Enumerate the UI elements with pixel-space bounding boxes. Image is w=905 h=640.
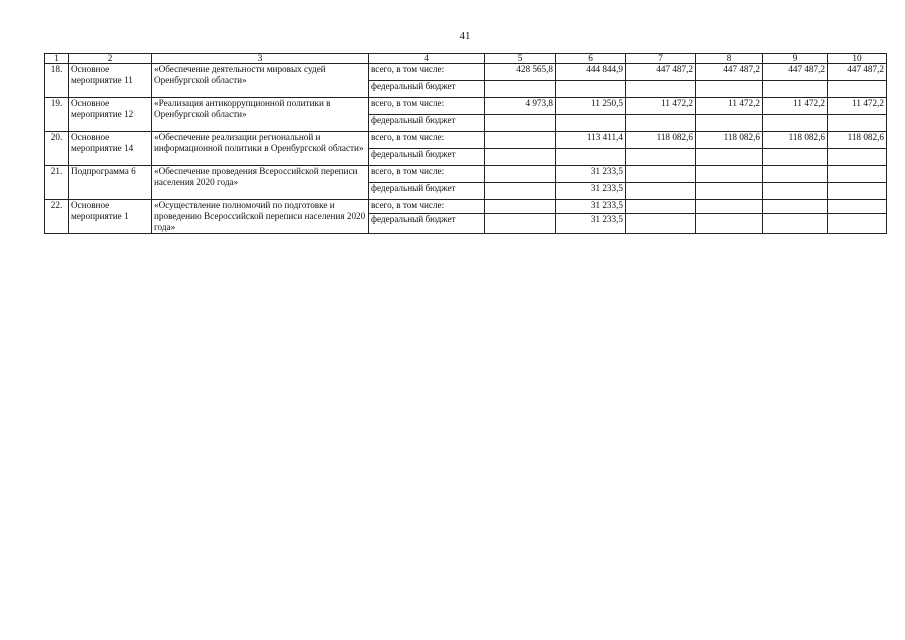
header-cell: 8: [696, 54, 763, 64]
table-row: [45, 200, 887, 214]
value-cell: [696, 115, 763, 132]
value-cell: [556, 149, 626, 166]
value-cell: 31 233,5: [556, 183, 626, 200]
value-cell: 31 233,5: [556, 166, 626, 183]
value-cell: [626, 166, 696, 183]
program-description: «Реализация антикоррупционной политики в Оренбургской области»: [152, 98, 369, 132]
program-name: Подпрограмма 6: [69, 166, 152, 200]
value-cell: 118 082,6: [696, 132, 763, 149]
value-cell: [626, 200, 696, 214]
header-cell: 9: [763, 54, 828, 64]
value-cell: [626, 183, 696, 200]
funding-source: федеральный бюджет: [369, 149, 485, 166]
program-name: Основное мероприятие 1: [69, 200, 152, 234]
row-number: 21.: [45, 166, 69, 200]
value-cell: [626, 115, 696, 132]
value-cell: 447 487,2: [828, 64, 887, 81]
value-cell: [763, 200, 828, 214]
value-cell: [626, 149, 696, 166]
value-cell: [696, 166, 763, 183]
value-cell: 31 233,5: [556, 200, 626, 214]
value-cell: [485, 132, 556, 149]
funding-source: федеральный бюджет: [369, 214, 485, 234]
funding-source: всего, в том числе:: [369, 64, 485, 81]
value-cell: [763, 81, 828, 98]
value-cell: 11 250,5: [556, 98, 626, 115]
value-cell: [763, 183, 828, 200]
value-cell: [696, 81, 763, 98]
value-cell: [828, 200, 887, 214]
value-cell: 118 082,6: [763, 132, 828, 149]
value-cell: 113 411,4: [556, 132, 626, 149]
value-cell: [485, 214, 556, 234]
program-name: Основное мероприятие 12: [69, 98, 152, 132]
row-number: 19.: [45, 98, 69, 132]
header-cell: 1: [45, 54, 69, 64]
value-cell: [485, 183, 556, 200]
value-cell: 444 844,9: [556, 64, 626, 81]
program-description: «Обеспечение деятельности мировых судей Оренбургской области»: [152, 64, 369, 98]
funding-source: всего, в том числе:: [369, 98, 485, 115]
value-cell: 31 233,5: [556, 214, 626, 234]
value-cell: 118 082,6: [828, 132, 887, 149]
value-cell: [828, 115, 887, 132]
header-cell: 3: [152, 54, 369, 64]
value-cell: [696, 214, 763, 234]
value-cell: 118 082,6: [626, 132, 696, 149]
value-cell: 11 472,2: [828, 98, 887, 115]
header-row: [45, 54, 887, 64]
value-cell: 11 472,2: [626, 98, 696, 115]
value-cell: [626, 214, 696, 234]
header-cell: 7: [626, 54, 696, 64]
value-cell: [485, 149, 556, 166]
value-cell: [485, 200, 556, 214]
page-number: 41: [459, 30, 471, 42]
program-description: «Осуществление полномочий по подготовке и проведению Всероссийской переписи населения 2020 года»: [152, 200, 369, 234]
table-row: [45, 132, 887, 149]
program-description: «Обеспечение реализации региональной и информационной политики в Оренбургской области»: [152, 132, 369, 166]
funding-source: федеральный бюджет: [369, 81, 485, 98]
table-row: [45, 166, 887, 183]
row-number: 22.: [45, 200, 69, 234]
value-cell: [696, 183, 763, 200]
funding-source: федеральный бюджет: [369, 183, 485, 200]
value-cell: 447 487,2: [626, 64, 696, 81]
value-cell: [556, 115, 626, 132]
value-cell: 428 565,8: [485, 64, 556, 81]
value-cell: [828, 183, 887, 200]
value-cell: [763, 166, 828, 183]
value-cell: [485, 81, 556, 98]
value-cell: [485, 115, 556, 132]
budget-table: [44, 53, 887, 234]
value-cell: [626, 81, 696, 98]
value-cell: [556, 81, 626, 98]
header-cell: 5: [485, 54, 556, 64]
header-cell: 10: [828, 54, 887, 64]
funding-source: всего, в том числе:: [369, 132, 485, 149]
value-cell: [763, 149, 828, 166]
value-cell: [696, 149, 763, 166]
funding-source: федеральный бюджет: [369, 115, 485, 132]
value-cell: 11 472,2: [696, 98, 763, 115]
row-number: 18.: [45, 64, 69, 98]
value-cell: 447 487,2: [696, 64, 763, 81]
header-cell: 6: [556, 54, 626, 64]
value-cell: [828, 214, 887, 234]
program-name: Основное мероприятие 14: [69, 132, 152, 166]
program-name: Основное мероприятие 11: [69, 64, 152, 98]
program-description: «Обеспечение проведения Всероссийской переписи населения 2020 года»: [152, 166, 369, 200]
funding-source: всего, в том числе:: [369, 200, 485, 214]
table-body: [45, 54, 887, 234]
value-cell: [763, 214, 828, 234]
header-cell: 2: [69, 54, 152, 64]
value-cell: [828, 166, 887, 183]
value-cell: 11 472,2: [763, 98, 828, 115]
table-row: [45, 64, 887, 81]
value-cell: [485, 166, 556, 183]
value-cell: [696, 200, 763, 214]
header-cell: 4: [369, 54, 485, 64]
value-cell: [763, 115, 828, 132]
value-cell: [828, 149, 887, 166]
value-cell: 4 973,8: [485, 98, 556, 115]
value-cell: 447 487,2: [763, 64, 828, 81]
row-number: 20.: [45, 132, 69, 166]
value-cell: [828, 81, 887, 98]
table-row: [45, 98, 887, 115]
funding-source: всего, в том числе:: [369, 166, 485, 183]
